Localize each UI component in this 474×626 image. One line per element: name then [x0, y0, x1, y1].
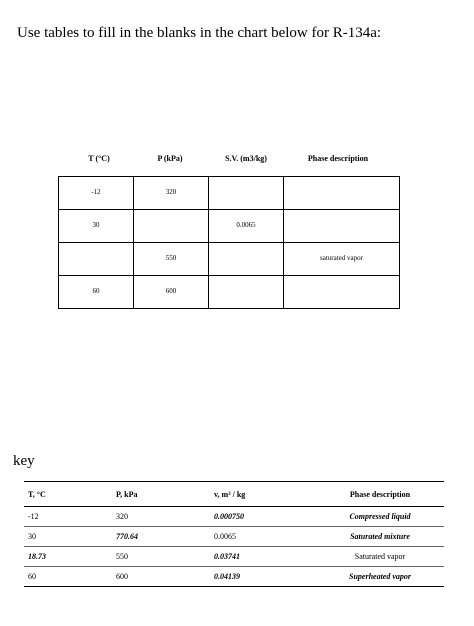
- chart-cell[interactable]: [209, 243, 284, 276]
- key-cell-pressure: 600: [112, 567, 210, 587]
- key-header-row: [24, 482, 444, 507]
- chart-cell[interactable]: 0.0065: [209, 210, 284, 243]
- chart-row: [59, 276, 400, 309]
- chart-cell[interactable]: [284, 276, 400, 309]
- chart-cell[interactable]: 600: [134, 276, 209, 309]
- chart-row: [59, 210, 400, 243]
- key-cell-phase: Saturated vapor: [316, 547, 444, 567]
- chart-row: [59, 243, 400, 276]
- header-temperature: T (°C): [88, 154, 110, 163]
- chart-cell[interactable]: 30: [59, 210, 134, 243]
- key-row: [24, 547, 444, 567]
- chart-cell[interactable]: 60: [59, 276, 134, 309]
- chart-cell[interactable]: [134, 210, 209, 243]
- chart-cell[interactable]: 320: [134, 177, 209, 210]
- key-header-temperature: T, °C: [24, 482, 112, 507]
- key-header-specific-volume: v, m³ / kg: [210, 482, 316, 507]
- chart-row: [59, 177, 400, 210]
- key-cell-phase: Compressed liquid: [316, 507, 444, 527]
- key-cell-temperature: -12: [24, 507, 112, 527]
- blank-chart-table: [58, 176, 400, 309]
- chart-cell[interactable]: [59, 243, 134, 276]
- key-header-pressure: P, kPa: [112, 482, 210, 507]
- key-row: [24, 567, 444, 587]
- key-cell-specific-volume: 0.03741: [210, 547, 316, 567]
- answer-key-table: [24, 481, 444, 587]
- key-cell-phase: Saturated mixture: [316, 527, 444, 547]
- chart-cell[interactable]: [209, 276, 284, 309]
- key-cell-temperature: 60: [24, 567, 112, 587]
- key-cell-temperature: 30: [24, 527, 112, 547]
- key-row: [24, 507, 444, 527]
- header-phase: Phase description: [307, 154, 369, 163]
- key-header-phase: Phase description: [316, 482, 444, 507]
- blank-chart-headers: [59, 150, 399, 170]
- key-cell-phase: Superheated vapor: [316, 567, 444, 587]
- problem-prompt: Use tables to fill in the blanks in the chart below for R-134a:: [17, 25, 382, 41]
- key-cell-pressure: 320: [112, 507, 210, 527]
- key-label: key: [13, 453, 35, 469]
- key-cell-pressure: 770.64: [112, 527, 210, 547]
- header-pressure: P (kPa): [157, 154, 183, 163]
- key-cell-pressure: 550: [112, 547, 210, 567]
- chart-cell[interactable]: -12: [59, 177, 134, 210]
- chart-cell[interactable]: [284, 177, 400, 210]
- chart-cell[interactable]: saturated vapor: [284, 243, 400, 276]
- key-cell-specific-volume: 0.000750: [210, 507, 316, 527]
- key-cell-specific-volume: 0.0065: [210, 527, 316, 547]
- key-body: [24, 507, 444, 587]
- chart-cell[interactable]: [209, 177, 284, 210]
- key-cell-specific-volume: 0.04139: [210, 567, 316, 587]
- key-row: [24, 527, 444, 547]
- key-cell-temperature: 18.73: [24, 547, 112, 567]
- header-specific-volume: S.V. (m3/kg): [225, 154, 267, 163]
- chart-cell[interactable]: 550: [134, 243, 209, 276]
- chart-cell[interactable]: [284, 210, 400, 243]
